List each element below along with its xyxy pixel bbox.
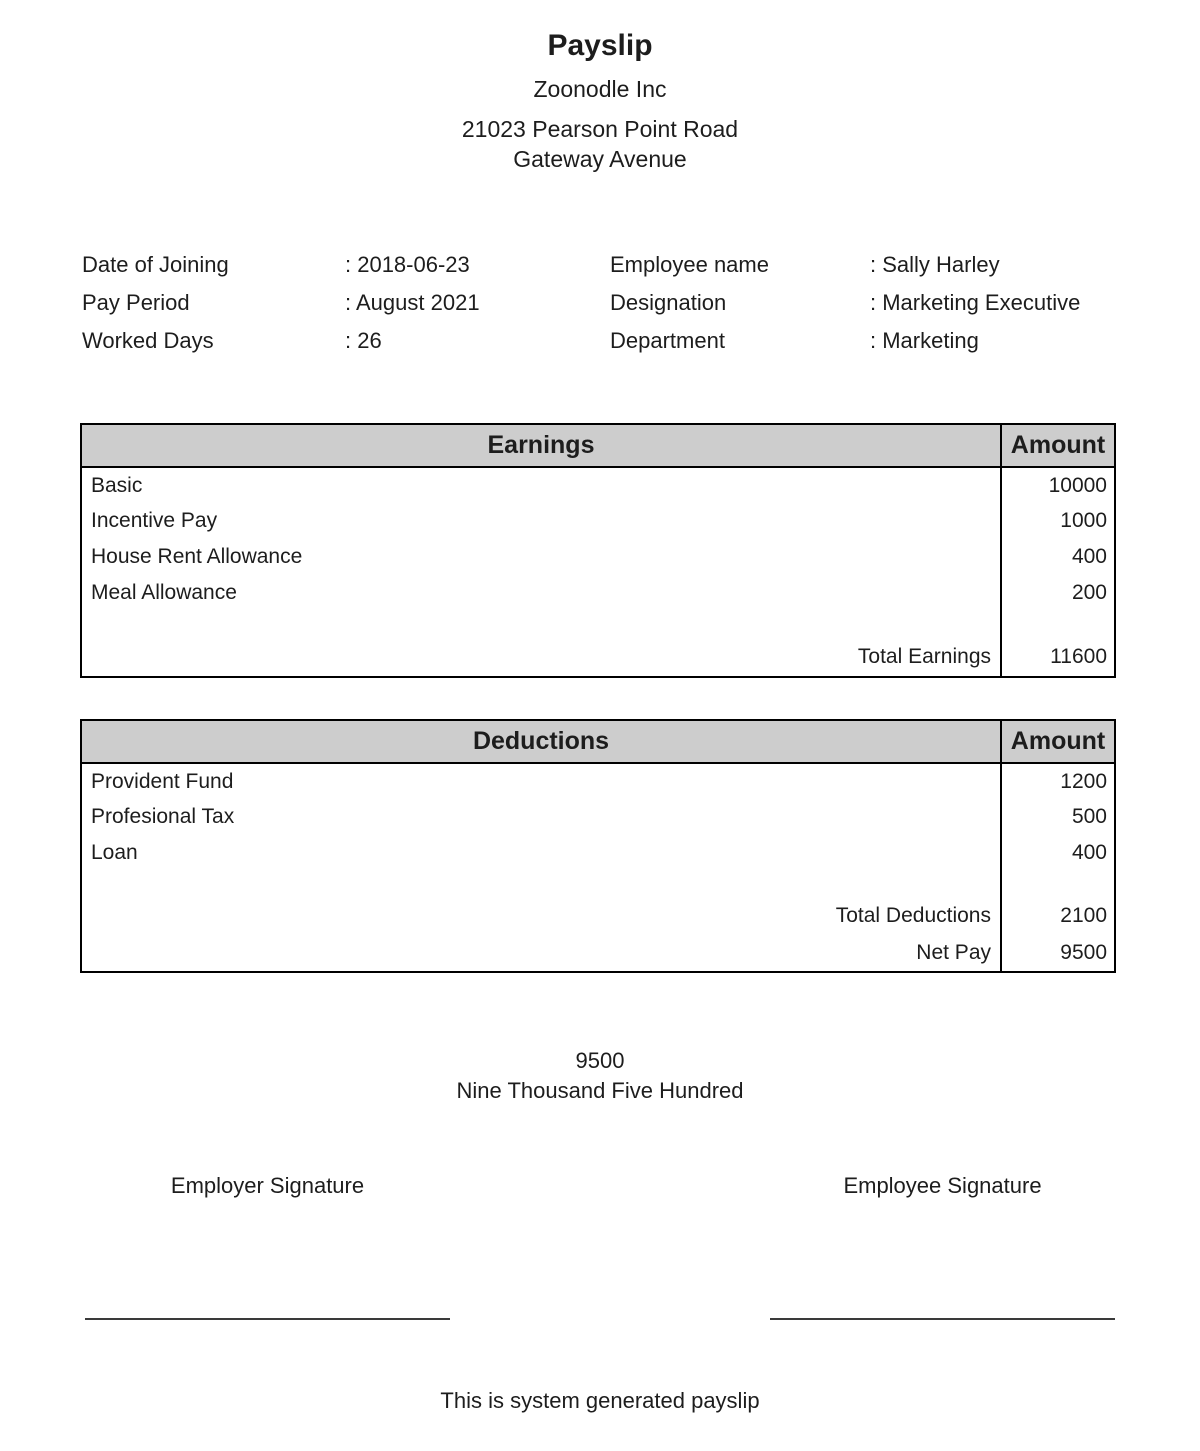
info-row-designation [610,284,1150,322]
earning-item-amount: 400 [1001,539,1115,575]
worked-days-value: : 26 [345,328,382,353]
company-address [0,114,1200,174]
employer-signature-block [85,1172,450,1320]
date-of-joining-label: Date of Joining [82,252,229,277]
table-row [81,575,1115,611]
employee-name-label: Employee name [610,252,769,277]
employer-signature-line [85,1318,450,1320]
employee-info-section [0,246,1200,360]
deduction-item-amount: 400 [1001,835,1115,871]
table-row [81,539,1115,575]
table-row [81,763,1115,799]
table-row [81,835,1115,871]
deductions-header-row [81,720,1115,763]
document-header [0,0,1200,174]
table-row [81,503,1115,539]
spacer-row [81,611,1115,637]
deduction-item-amount: 1200 [1001,763,1115,799]
net-pay-row [81,934,1115,972]
employer-signature-label: Employer Signature [170,1173,365,1198]
address-line-1: 21023 Pearson Point Road [461,116,739,142]
earning-item-name: Incentive Pay [91,509,218,532]
earning-item-amount: 200 [1001,575,1115,611]
info-row-date-of-joining [82,246,610,284]
earning-item-name: Meal Allowance [91,581,237,604]
deductions-table [80,719,1116,973]
net-pay-value: 9500 [1001,934,1115,972]
employee-signature-label: Employee Signature [843,1173,1042,1198]
deduction-item-name: Profesional Tax [91,805,235,828]
total-earnings-value: 11600 [1001,637,1115,677]
total-deductions-label: Total Deductions [835,904,991,927]
earning-item-name: House Rent Allowance [91,545,303,568]
earnings-table [80,423,1116,678]
total-earnings-row [81,637,1115,677]
worked-days-label: Worked Days [82,328,214,353]
department-label: Department [610,328,725,353]
system-generated-note: This is system generated payslip [440,1388,760,1413]
address-line-2: Gateway Avenue [513,146,687,172]
info-row-pay-period [82,284,610,322]
total-earnings-label: Total Earnings [857,644,991,668]
spacer-row [81,871,1115,898]
earnings-header-row [81,424,1115,467]
net-pay-label: Net Pay [916,940,991,964]
info-row-employee-name [610,246,1150,284]
deductions-amount-header: Amount [1001,720,1115,763]
earning-item-amount: 1000 [1001,503,1115,539]
designation-label: Designation [610,290,727,315]
department-value: : Marketing [870,328,979,353]
deduction-item-name: Loan [91,841,138,864]
company-name: Zoonodle Inc [533,76,667,102]
table-row [81,799,1115,835]
net-pay-amount-words: Nine Thousand Five Hundred [456,1078,744,1103]
earning-item-name: Basic [91,473,143,497]
deductions-section-header: Deductions [81,720,1001,763]
info-row-department [610,322,1150,360]
total-deductions-row [81,898,1115,934]
employee-info-right-column [610,246,1150,360]
deduction-item-amount: 500 [1001,799,1115,835]
table-row [81,467,1115,503]
deduction-item-name: Provident Fund [91,769,234,793]
earnings-amount-header: Amount [1001,424,1115,467]
designation-value: : Marketing Executive [870,290,1081,315]
signature-section [0,1172,1200,1320]
net-pay-amount-number: 9500 [575,1048,625,1073]
page-title: Payslip [547,29,653,62]
employee-signature-line [770,1318,1115,1320]
earnings-section-header: Earnings [81,424,1001,467]
pay-period-value: : August 2021 [345,290,480,315]
earning-item-amount: 10000 [1001,467,1115,503]
employee-name-value: : Sally Harley [870,252,1000,277]
employee-info-left-column [82,246,610,360]
net-pay-summary [0,1046,1200,1106]
date-of-joining-value: : 2018-06-23 [345,252,470,277]
total-deductions-value: 2100 [1001,898,1115,934]
pay-period-label: Pay Period [82,290,190,315]
info-row-worked-days [82,322,610,360]
employee-signature-block [770,1172,1115,1320]
